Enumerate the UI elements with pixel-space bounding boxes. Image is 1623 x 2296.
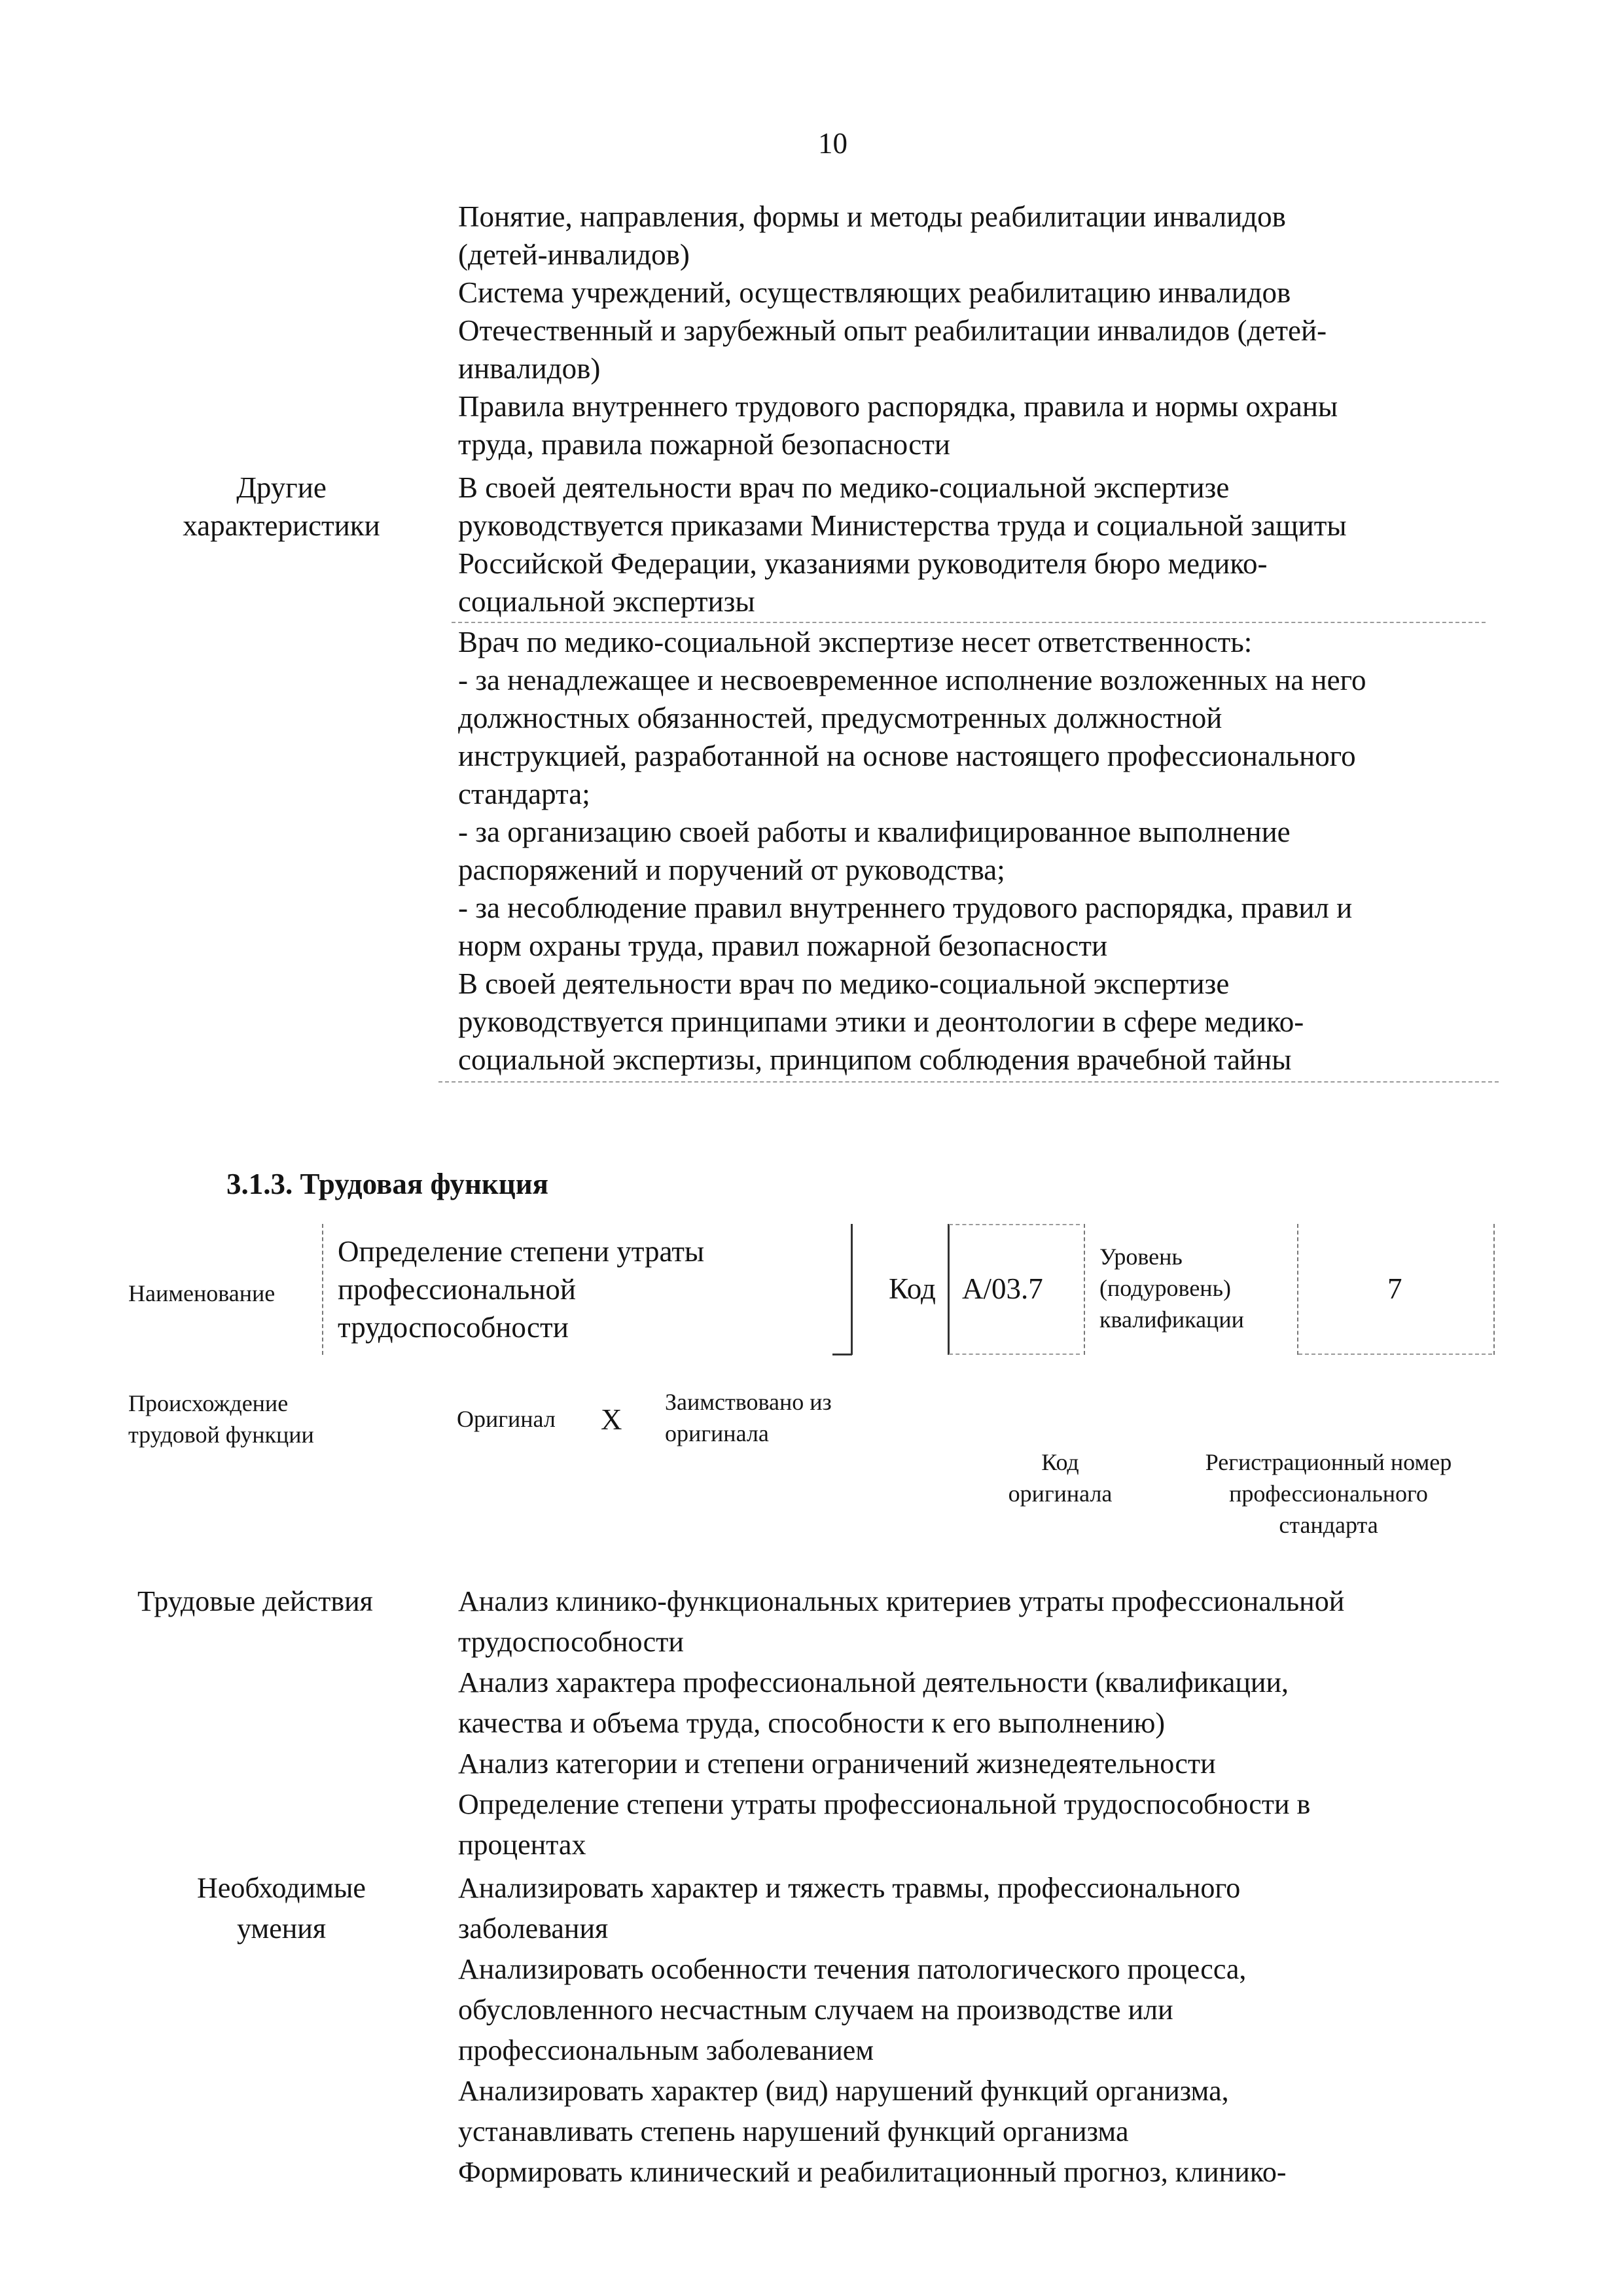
knowledge-line: Понятие, направления, формы и методы реабилитации инвалидов bbox=[458, 200, 1286, 233]
qualification-level-value: 7 bbox=[1387, 1272, 1402, 1305]
knowledge-line: Система учреждений, осуществляющих реабилитацию инвалидов bbox=[458, 276, 1291, 309]
name-box-corner bbox=[832, 1354, 852, 1355]
name-box-right-border bbox=[851, 1224, 853, 1355]
name-box-left-border bbox=[322, 1224, 323, 1355]
name-label: Наименование bbox=[128, 1280, 276, 1306]
section-heading: 3.1.3. Трудовая функция bbox=[226, 1168, 549, 1200]
knowledge-list bbox=[458, 198, 1338, 463]
other-characteristics-block-2: Врач по медико-социальной экспертизе несет ответственность: - за ненадлежащее и несвоевременное исполнение возложенных на него должностных обязанностей, предусмотренных должностной инструкцией, разработанной на основе настоящего профессионального стандарта; - за организацию своей работы и квалифицированное выполнение распоряжений и поручений от руководства; - за несоблюдение правил внутреннего трудового распорядка, правил и норм охраны труда, правил пожарной безопасности В своей деятельности врач по медико-социальной экспертизе руководствуется принципами этики и деонтологии в сфере медико- социальной экспертизы, принципом соблюдения врачебной тайны bbox=[458, 626, 1366, 1076]
other-characteristics-block-1: В своей деятельности врач по медико-социальной экспертизе руководствуется приказами Министерства труда и социальной защиты Российской Федерации, указаниями руководителя бюро медико- социальной экспертизы bbox=[458, 471, 1347, 618]
code-of-original-label: Код оригинала bbox=[1008, 1449, 1113, 1507]
origin-label: Происхождение трудовой функции bbox=[128, 1390, 314, 1448]
knowledge-line: (детей-инвалидов) bbox=[458, 238, 690, 271]
level-box-left-border bbox=[1297, 1224, 1298, 1355]
knowledge-line: Правила внутреннего трудового распорядка, правила и нормы охраны bbox=[458, 390, 1338, 423]
other-characteristics-label: Другие характеристики bbox=[183, 471, 380, 542]
qualification-level-label: Уровень (подуровень) квалификации bbox=[1099, 1244, 1244, 1333]
function-name: Определение степени утраты профессиональной трудоспособности bbox=[338, 1235, 705, 1344]
knowledge-line: Отечественный и зарубежный опыт реабилитации инвалидов (детей- bbox=[458, 314, 1327, 347]
code-box-top-border bbox=[949, 1224, 1080, 1225]
code-box-left-border bbox=[948, 1224, 950, 1355]
level-box-bottom-border bbox=[1298, 1354, 1492, 1355]
code-box-right-border bbox=[1084, 1224, 1085, 1355]
knowledge-line: труда, правила пожарной безопасности bbox=[458, 428, 950, 461]
page-number: 10 bbox=[818, 127, 847, 160]
borrowed-label: Заимствовано из оригинала bbox=[665, 1389, 832, 1446]
code-box-bottom-border bbox=[949, 1354, 1080, 1355]
code-value: A/03.7 bbox=[962, 1272, 1043, 1305]
required-skills-list: Анализировать характер и тяжесть травмы, профессионального заболевания Анализировать особенности течения патологического процесса, обусловленного несчастным случаем на производстве или профессиональным заболеванием Анализировать характер (вид) нарушений функций организма, устанавливать степень нарушений функций организма Формировать клинический и реабилитационный прогноз, клинико- bbox=[458, 1872, 1287, 2188]
labor-actions-list: Анализ клинико-функциональных критериев утраты профессиональной трудоспособности Анализ характера профессиональной деятельности (квалификации, качества и объема труда, способности к его выполнению) Анализ категории и степени ограничений жизнедеятельности Определение степени утраты профессиональной трудоспособности в процентах bbox=[458, 1585, 1345, 1861]
registration-number-label: Регистрационный номер профессионального стандарта bbox=[1205, 1449, 1452, 1538]
original-label: Оригинал bbox=[457, 1406, 556, 1432]
labor-actions-label: Трудовые действия bbox=[137, 1585, 373, 1617]
level-box-right-border bbox=[1493, 1224, 1495, 1355]
required-skills-label: Необходимые умения bbox=[197, 1872, 366, 1945]
code-label: Код bbox=[889, 1272, 936, 1305]
knowledge-line: инвалидов) bbox=[458, 352, 601, 385]
table-bottom-divider bbox=[438, 1081, 1499, 1083]
original-mark: X bbox=[601, 1403, 622, 1436]
